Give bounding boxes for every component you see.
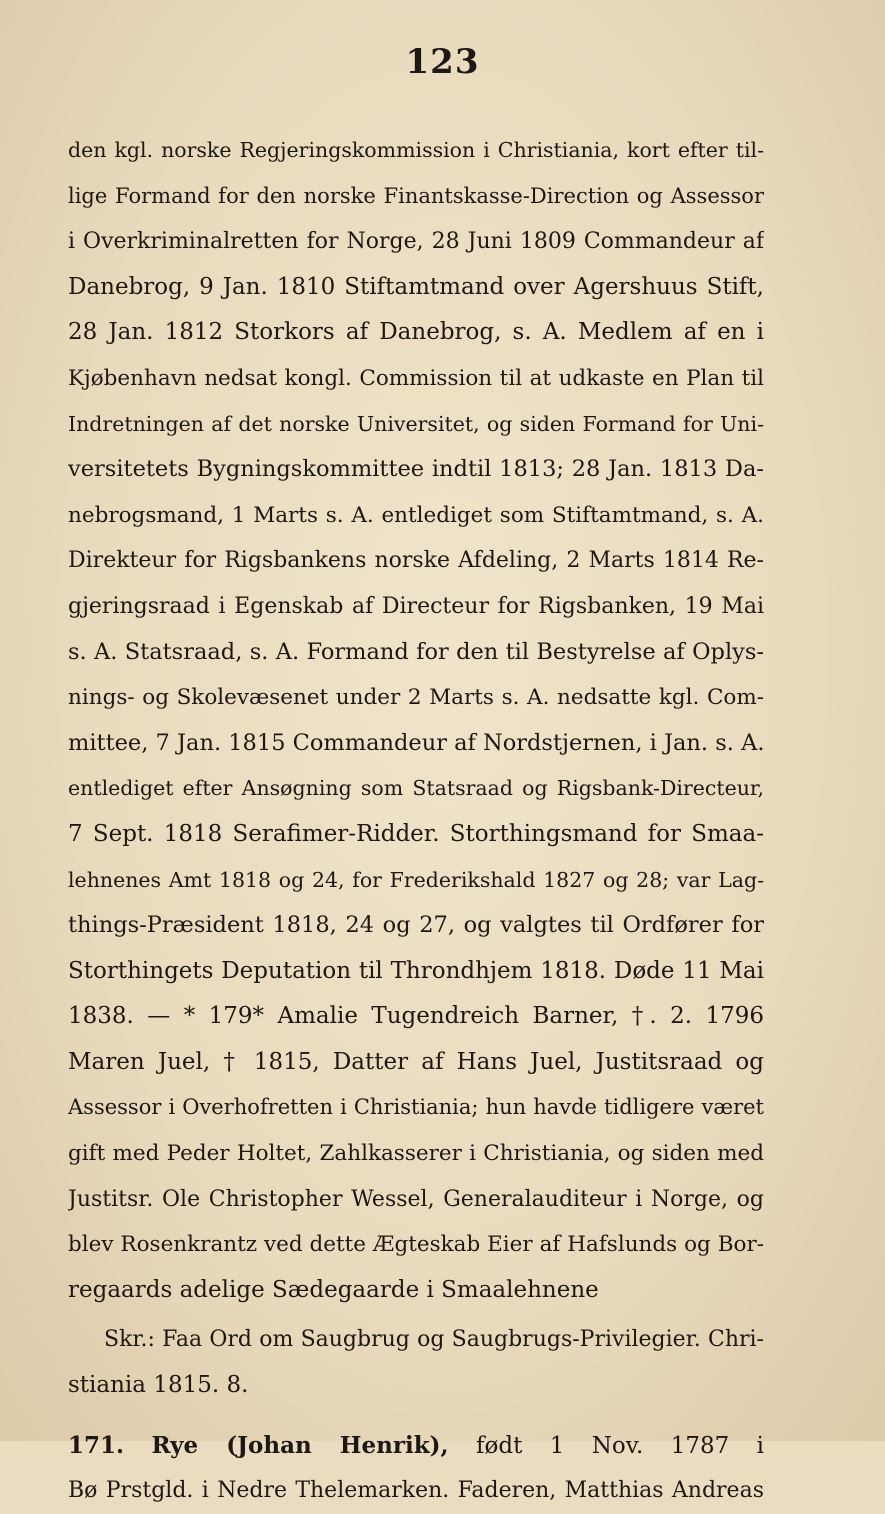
text-line: gift med Peder Holtet, Zahlkasserer i Christiania, og siden med	[68, 1141, 764, 1167]
text-line: Indretningen af det norske Universitet, og siden Formand for Uni-	[68, 411, 764, 436]
text-line: 1838. — * 179* Amalie Tugendreich Barner, †. 2. 1796	[68, 1003, 764, 1030]
entry-name: Rye (Johan Henrik),	[151, 1431, 449, 1459]
text-line: regaards adelige Sædegaarde i Smaalehnene	[68, 1276, 599, 1303]
text-line: den kgl. norske Regjeringskommission i Christiania, kort efter til-	[68, 138, 764, 162]
text-line: i Overkriminalretten for Norge, 28 Juni 1809 Commandeur af	[68, 229, 764, 255]
text-line: Justitsr. Ole Christopher Wessel, Generalauditeur i Norge, og	[68, 1186, 764, 1212]
entry-birth: født 1 Nov. 1787 i	[475, 1432, 764, 1459]
text-line: entlediget efter Ansøgning som Statsraad og Rigsbank-Directeur,	[68, 776, 764, 801]
text-line: mittee, 7 Jan. 1815 Commandeur af Nordstjernen, i Jan. s. A.	[68, 729, 764, 756]
text-line: nebrogsmand, 1 Marts s. A. entlediget som Stiftamtmand, s. A.	[68, 502, 764, 528]
text-line: s. A. Statsraad, s. A. Formand for den til Bestyrelse af Oplys-	[68, 638, 764, 665]
source-note-line: stiania 1815. 8.	[68, 1372, 249, 1399]
text-line: blev Rosenkrantz ved dette Ægteskab Eier af Hafslunds og Bor-	[68, 1232, 764, 1258]
text-line: lige Formand for den norske Finantskasse-Direction og Assessor	[68, 183, 764, 208]
text-line: 28 Jan. 1812 Storkors af Danebrog, s. A. Medlem af en i	[68, 319, 764, 346]
text-line: Direkteur for Rigsbankens norske Afdeling, 2 Marts 1814 Re-	[68, 548, 764, 574]
entry-number: 171.	[68, 1431, 125, 1459]
text-line: 7 Sept. 1818 Serafimer-Ridder. Storthingsmand for Smaa-	[68, 820, 764, 847]
entry-heading	[68, 1423, 764, 1469]
text-line: nings- og Skolevæsenet under 2 Marts s. A. nedsatte kgl. Com-	[68, 685, 764, 711]
body-text	[68, 128, 764, 1514]
text-line: versitetets Bygningskommittee indtil 1813; 28 Jan. 1813 Da-	[68, 456, 764, 483]
text-line: Assessor i Overhofretten i Christiania; hun havde tidligere været	[68, 1095, 764, 1120]
text-line: Storthingets Deputation til Throndhjem 1818. Døde 11 Mai	[68, 957, 764, 984]
text-line: gjeringsraad i Egenskab af Directeur for Rigsbanken, 19 Mai	[68, 593, 764, 619]
text-line: Danebrog, 9 Jan. 1810 Stiftamtmand over Agershuus Stift,	[68, 273, 764, 300]
source-note-line: Skr.: Faa Ord om Saugbrug og Saugbrugs-Privilegier. Chri-	[104, 1327, 764, 1353]
text-line: Kjøbenhavn nedsat kongl. Commission til at udkaste en Plan til	[68, 365, 764, 391]
page-number: 123	[405, 42, 480, 82]
text-line: Bø Prstgld. i Nedre Thelemarken. Faderen, Matthias Andreas	[68, 1478, 764, 1504]
text-line: lehnenes Amt 1818 og 24, for Frederikshald 1827 og 28; var Lag-	[68, 867, 764, 892]
text-line: things-Præsident 1818, 24 og 27, og valgtes til Ordfører for	[68, 912, 764, 939]
text-line: Maren Juel, † 1815, Datter af Hans Juel, Justitsraad og	[68, 1048, 764, 1075]
